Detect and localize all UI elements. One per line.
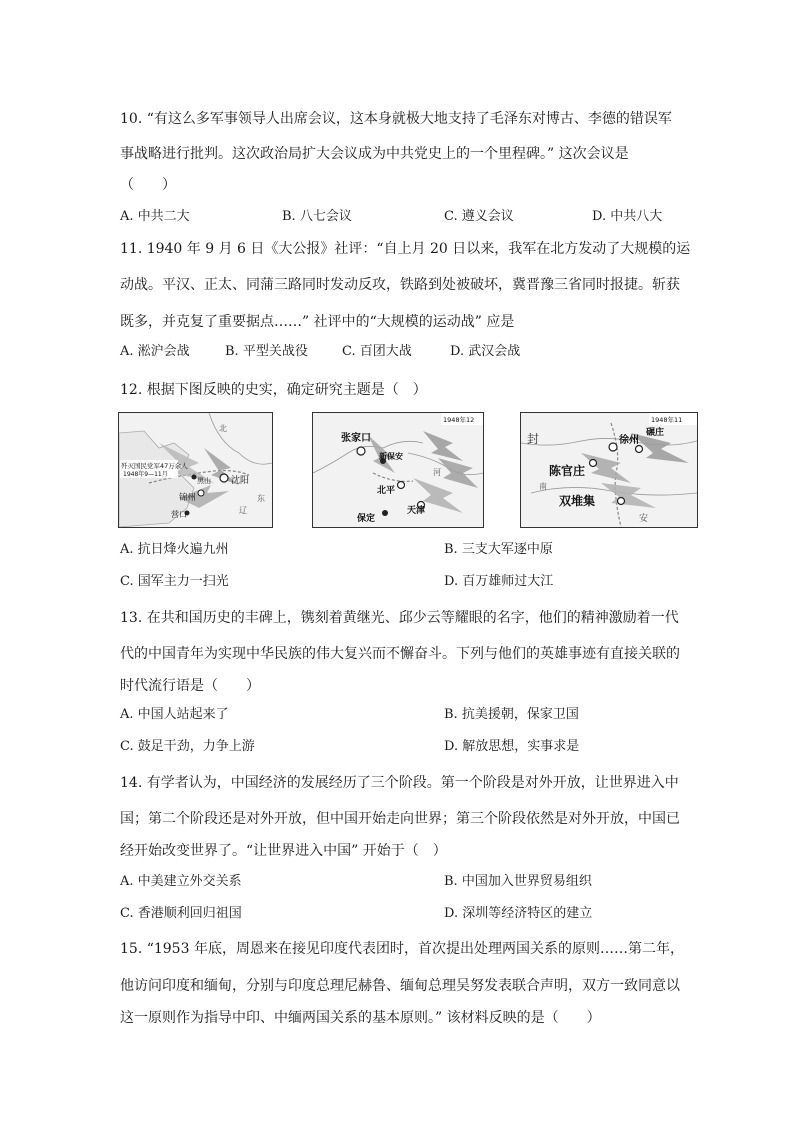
q12-stem: 12. 根据下图反映的史实，确定研究主题是（ ） bbox=[120, 382, 427, 398]
map3-place-xuzhou: 徐州 bbox=[619, 435, 639, 446]
q11-stem-line3: 既多，并克复了重要据点……” 社评中的“大规模的运动战” 应是 bbox=[120, 314, 515, 330]
q14-option-c: C. 香港顺利回归祖国 bbox=[120, 906, 242, 921]
map-liaoshen bbox=[118, 412, 273, 528]
q14-stem-line1: 14. 有学者认为，中国经济的发展经历了三个阶段。第一个阶段是对外开放，让世界进入中 bbox=[120, 775, 679, 791]
q10-option-c: C. 遵义会议 bbox=[444, 209, 514, 224]
map1-region-bei: 北 bbox=[219, 424, 227, 433]
map1-place-heishan: 黑山 bbox=[197, 477, 211, 485]
map3-place-nianzhuang: 碾庄 bbox=[646, 428, 665, 438]
q10-option-a: A. 中共二大 bbox=[120, 209, 190, 224]
map3-date-text: 1948年11 bbox=[651, 416, 683, 424]
map-liaoshen-drawing bbox=[119, 413, 272, 527]
q14-option-a: A. 中美建立外交关系 bbox=[120, 874, 242, 889]
map1-place-jinzhou: 锦州 bbox=[179, 493, 197, 503]
q11-option-b: B. 平型关战役 bbox=[225, 344, 308, 359]
q13-option-a: A. 中国人站起来了 bbox=[120, 707, 229, 722]
q11-stem-line1: 11. 1940 年 9 月 6 日《大公报》社评：“自上月 20 日以来，我军在北方发动了大规模的运 bbox=[120, 241, 691, 257]
map3-region-nan: 南 bbox=[539, 482, 547, 491]
q10-stem-line1: 10. “有这么多军事领导人出席会议，这本身就极大地支持了毛泽东对博古、李德的错误军 bbox=[120, 111, 672, 127]
map1-place-yingkou: 营口 bbox=[171, 510, 187, 519]
map1-date-text: 1948年9—11月 bbox=[123, 471, 168, 478]
q14-stem-line2: 国；第二个阶段还是对外开放，但中国开始走向世界；第三个阶段依然是对外开放，中国已 bbox=[120, 811, 680, 827]
q10-option-d: D. 中共八大 bbox=[592, 209, 663, 224]
map3-place-shuangduiji: 双堆集 bbox=[559, 494, 596, 508]
map2-place-tianjin: 天津 bbox=[407, 506, 426, 516]
map3-region-an: 安 bbox=[639, 514, 649, 524]
map-huaihai bbox=[520, 412, 698, 528]
map2-place-baoding: 保定 bbox=[357, 514, 376, 524]
map2-place-beiping: 北平 bbox=[377, 486, 396, 496]
map-pingjin-drawing bbox=[313, 413, 483, 527]
map-pingjin bbox=[312, 412, 484, 528]
q11-option-c: C. 百团大战 bbox=[342, 344, 412, 359]
map3-region-feng: 封 bbox=[527, 432, 540, 446]
map2-place-zhangjiakou: 张家口 bbox=[341, 433, 371, 444]
q10-option-b: B. 八七会议 bbox=[282, 209, 352, 224]
q14-option-b: B. 中国加入世界贸易组织 bbox=[444, 874, 592, 889]
map-huaihai-drawing bbox=[521, 413, 697, 527]
q10-stem-line2: 事战略进行批判。这次政治局扩大会议成为中共党史上的一个里程碑。” 这次会议是 bbox=[120, 146, 629, 162]
q15-stem-line3: 这一原则作为指导中印、中缅两国关系的基本原则。” 该材料反映的是（ ） bbox=[120, 1010, 601, 1026]
q14-option-d: D. 深圳等经济特区的建立 bbox=[444, 906, 593, 921]
q13-option-c: C. 鼓足干劲，力争上游 bbox=[120, 739, 255, 754]
map1-region-liao: 辽 bbox=[239, 506, 247, 515]
map1-place-shenyang: 沈阳 bbox=[231, 476, 250, 486]
q12-option-a: A. 抗日烽火遍九州 bbox=[120, 542, 229, 557]
q11-option-d: D. 武汉会战 bbox=[450, 344, 521, 359]
q13-stem-line1: 13. 在共和国历史的丰碑上，镌刻着黄继光、邱少云等耀眼的名字，他们的精神激励着一代 bbox=[120, 610, 679, 626]
map2-place-xinbaoan: 新保安 bbox=[379, 452, 403, 461]
q10-paren: （ ） bbox=[120, 177, 176, 193]
q13-option-d: D. 解放思想，实事求是 bbox=[444, 739, 580, 754]
map3-place-chenguanzhuang: 陈官庄 bbox=[549, 464, 586, 478]
q11-stem-line2: 动战。平汉、正太、同蒲三路同时发动反攻，铁路到处被破坏，冀晋豫三省同时报捷。斩获 bbox=[120, 277, 680, 293]
q12-maps bbox=[118, 412, 698, 528]
map2-date-text: 1948年12 bbox=[443, 416, 475, 424]
q13-option-b: B. 抗美援朝，保家卫国 bbox=[444, 707, 579, 722]
map1-banner-text: 歼灭国民党军47万余人 bbox=[121, 462, 188, 470]
q13-stem-line3: 时代流行语是（ ） bbox=[120, 678, 260, 694]
map1-region-dong: 东 bbox=[257, 494, 265, 503]
q11-option-a: A. 淞沪会战 bbox=[120, 344, 190, 359]
q12-option-d: D. 百万雄师过大江 bbox=[444, 574, 554, 589]
q12-option-c: C. 国军主力一扫光 bbox=[120, 574, 229, 589]
q15-stem-line1: 15. “1953 年底，周恩来在接见印度代表团时，首次提出处理两国关系的原则……第二年， bbox=[120, 941, 684, 957]
q13-stem-line2: 代的中国青年为实现中华民族的伟大复兴而不懈奋斗。下列与他们的英雄事迹有直接关联的 bbox=[120, 646, 680, 662]
q15-stem-line2: 他访问印度和缅甸，分别与印度总理尼赫鲁、缅甸总理吴努发表联合声明，双方一致同意以 bbox=[120, 978, 680, 994]
q12-option-b: B. 三支大军逐中原 bbox=[444, 542, 553, 557]
map2-region-he: 河 bbox=[433, 468, 441, 477]
q14-stem-line3: 经开始改变世界了。“让世界进入中国” 开始于（ ） bbox=[120, 843, 447, 859]
